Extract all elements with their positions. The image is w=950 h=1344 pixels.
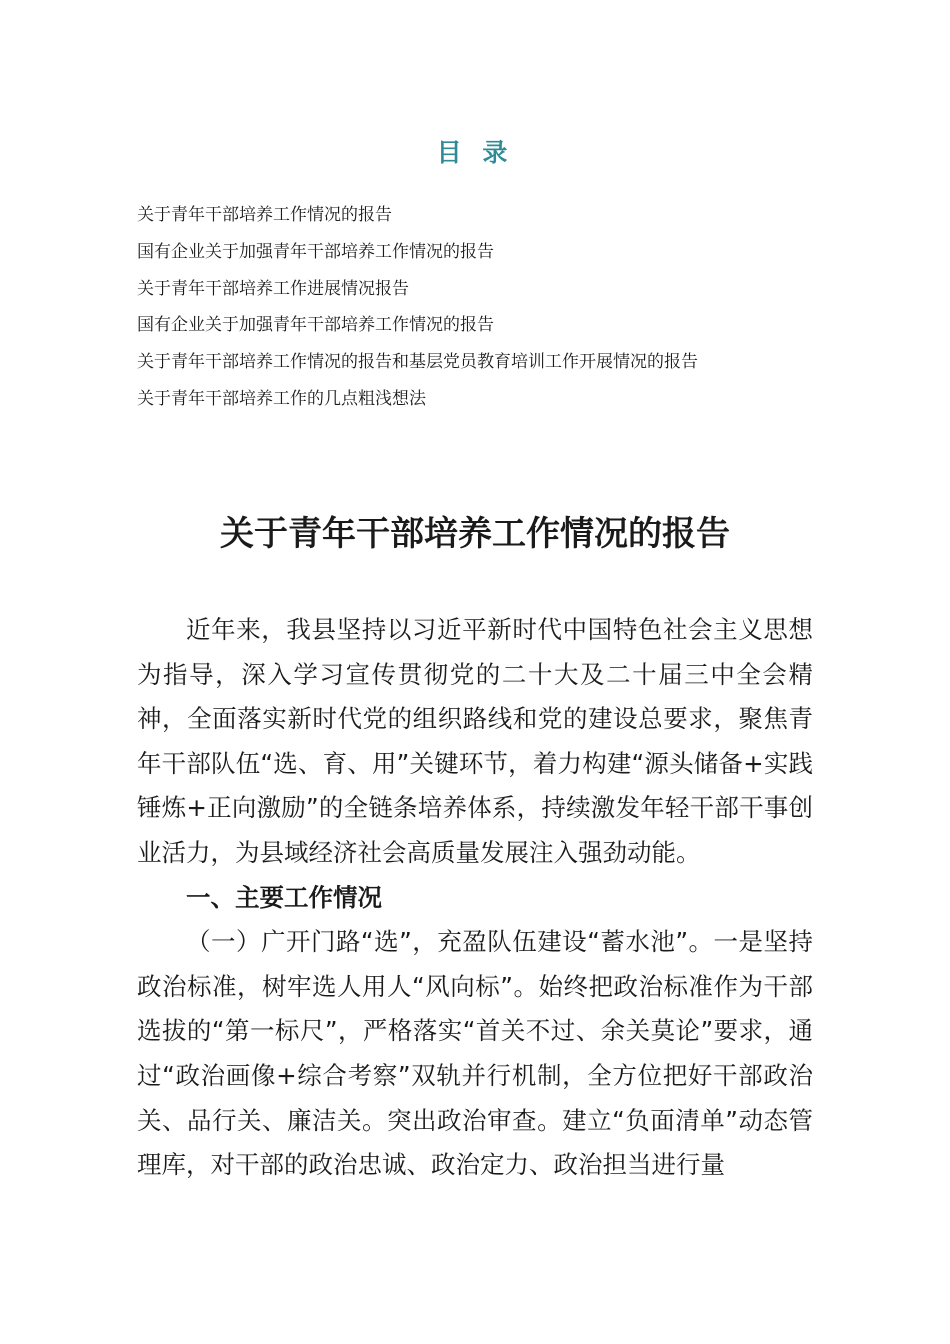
toc-item[interactable]: 关于青年干部培养工作进展情况报告 <box>137 278 409 299</box>
document-body <box>137 608 813 1188</box>
toc-title: 目 录 <box>436 138 514 167</box>
toc-item[interactable]: 关于青年干部培养工作的几点粗浅想法 <box>137 388 426 409</box>
table-of-contents <box>137 197 837 418</box>
toc-item[interactable]: 关于青年干部培养工作情况的报告和基层党员教育培训工作开展情况的报告 <box>137 352 698 373</box>
toc-item[interactable]: 国有企业关于加强青年干部培养工作情况的报告 <box>137 241 494 262</box>
section-heading: 一、主要工作情况 <box>186 882 382 912</box>
intro-paragraph: 近年来，我县坚持以习近平新时代中国特色社会主义思想为指导，深入学习宣传贯彻党的二十大及二十届三中全会精神，全面落实新时代党的组织路线和党的建设总要求，聚焦青年干部队伍“选、育、用”关键环节，着力构建“源头储备+实践锤炼+正向激励”的全链条培养体系，持续激发年轻干部干事创业活力，为县域经济社会高质量发展注入强劲动能。 <box>137 615 813 867</box>
toc-item[interactable]: 关于青年干部培养工作情况的报告 <box>137 205 392 225</box>
body-paragraph: （一）广开门路“选”，充盈队伍建设“蓄水池”。一是坚持政治标准，树牢选人用人“风向标”。始终把政治标准作为干部选拔的“第一标尺”，严格落实“首关不过、余关莫论”要求，通过“政治画像+综合考察”双轨并行机制，全方位把好干部政治关、品行关、廉洁关。突出政治审查。建立“负面清单”动态管理库，对干部的政治忠诚、政治定力、政治担当进行量 <box>137 927 813 1180</box>
document-title: 关于青年干部培养工作情况的报告 <box>220 514 730 554</box>
toc-item[interactable]: 国有企业关于加强青年干部培养工作情况的报告 <box>137 315 494 336</box>
